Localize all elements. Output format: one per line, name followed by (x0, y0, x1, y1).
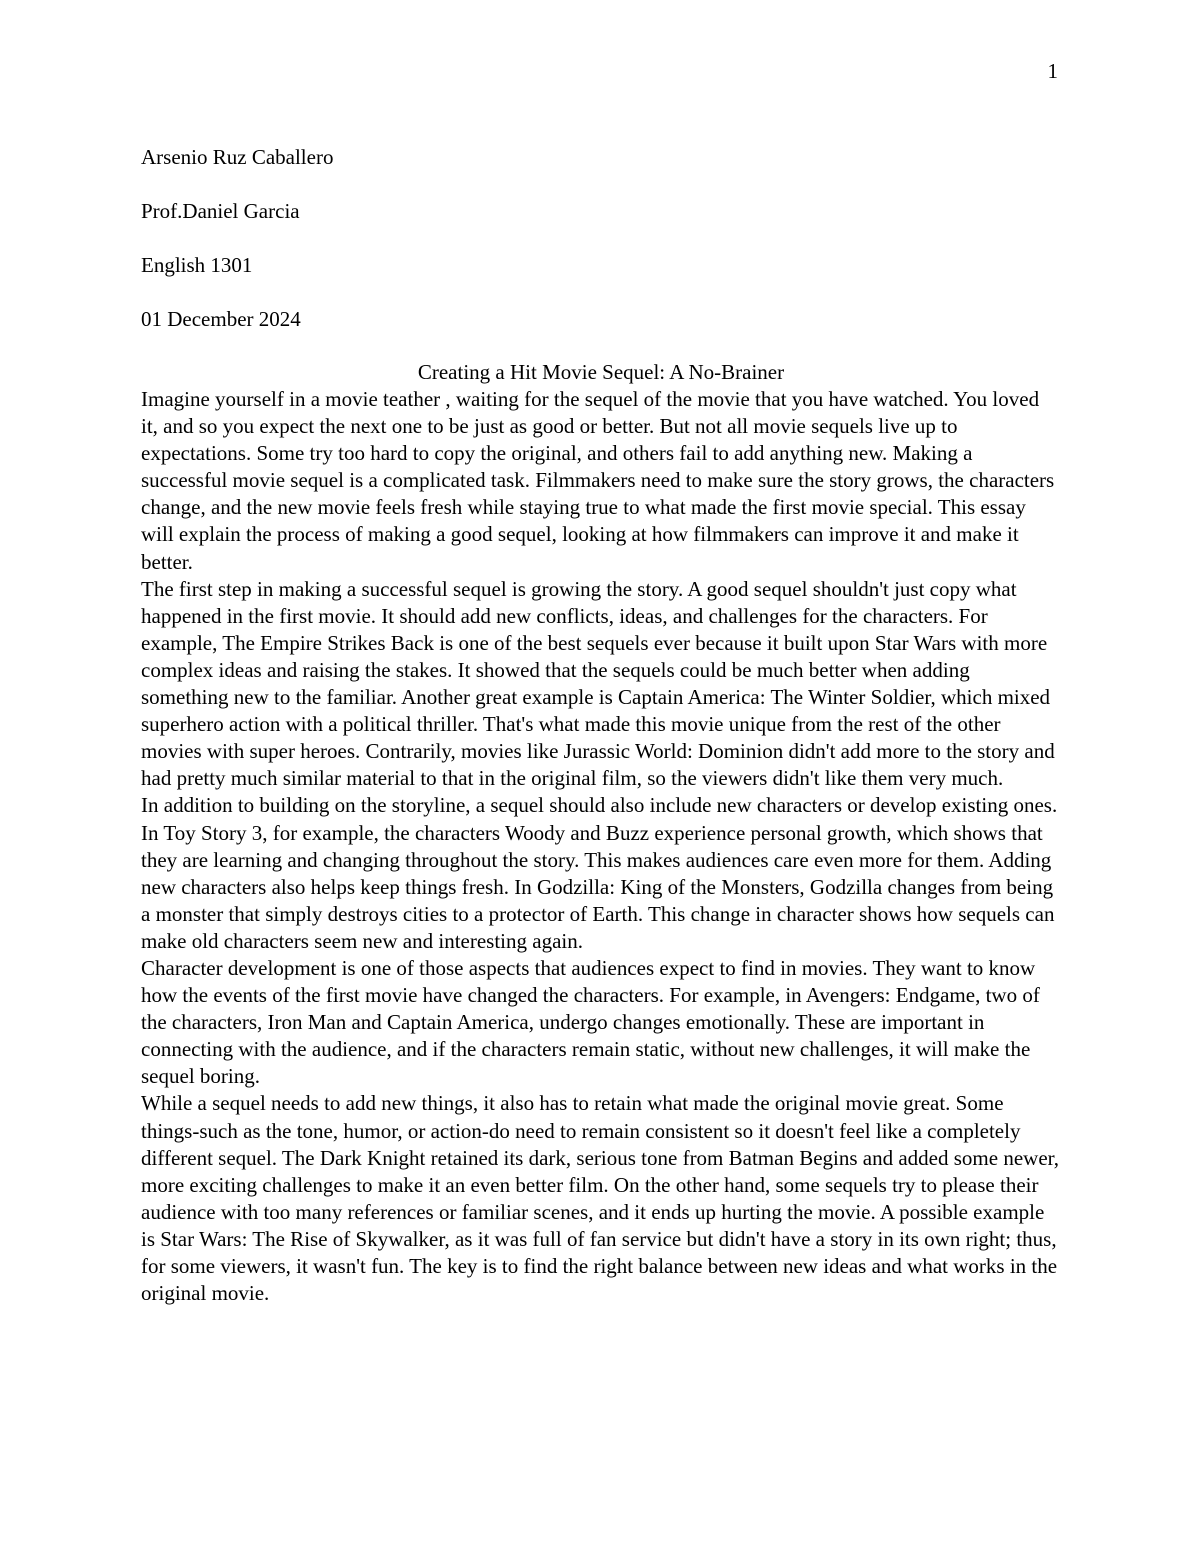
paragraph-balance: While a sequel needs to add new things, it also has to retain what made the original movie great. Some things-such as the tone, humor, or action-do need to remain consistent so it doesn't feel like a completely different sequel. The Dark Knight retained its dark, serious tone from Batman Begins and added some newer, more exciting challenges to make it an even better film. On the other hand, some sequels try to please their audience with too many references or familiar scenes, and it ends up hurting the movie. A possible example is Star Wars: The Rise of Skywalker, as it was full of fan service but didn't have a story in its own right; thus, for some viewers, it wasn't fun. The key is to find the right balance between new ideas and what works in the original movie. (141, 1091, 1060, 1306)
essay-body (141, 386, 1061, 1307)
author-name: Arsenio Ruz Caballero (141, 145, 334, 169)
paragraph-character-development: Character development is one of those aspects that audiences expect to find in movies. They want to know how the events of the first movie have changed the characters. For example, in Avengers: Endgame, two of the characters, Iron Man and Captain America, undergo changes emotionally. These are important in connecting with the audience, and if the characters remain static, without new challenges, it will make the sequel boring. (141, 955, 1040, 1089)
mla-header (141, 143, 1061, 359)
paragraph-story-growth: The first step in making a successful sequel is growing the story. A good sequel shouldn't just copy what happened in the first movie. It should add new conflicts, ideas, and challenges for the characters. For example, The Empire Strikes Back is one of the best sequels ever because it built upon Star Wars with more complex ideas and raising the stakes. It showed that the sequels could be much better when adding something new to the familiar. Another great example is Captain America: The Winter Soldier, which mixed superhero action with a political thriller. That's what made this movie unique from the rest of the other movies with super heroes. Contrarily, movies like Jurassic World: Dominion didn't add more to the story and had pretty much similar material to that in the original film, so the viewers didn't like them very much. (141, 576, 1055, 791)
page-number: 1 (1047, 59, 1058, 83)
paragraph-intro: Imagine yourself in a movie teather , waiting for the sequel of the movie that you have watched. You loved it, and so you expect the next one to be just as good or better. But not all movie sequels live up to expectations. Some try too hard to copy the original, and others fail to add anything new. Making a successful movie sequel is a complicated task. Filmmakers need to make sure the story grows, the characters change, and the new movie feels fresh while staying true to what made the first movie special. This essay will explain the process of making a good sequel, looking at how filmmakers can improve it and make it better. (141, 387, 1055, 574)
paragraph-characters: In addition to building on the storyline, a sequel should also include new characters or develop existing ones. In Toy Story 3, for example, the characters Woody and Buzz experience personal growth, which shows that they are learning and changing throughout the story. This makes audiences care even more for them. Adding new characters also helps keep things fresh. In Godzilla: King of the Monsters, Godzilla changes from being a monster that simply destroys cities to a protector of Earth. This change in character shows how sequels can make old characters seem new and interesting again. (141, 793, 1058, 953)
essay-date: 01 December 2024 (141, 307, 301, 331)
course-name: English 1301 (141, 253, 253, 277)
professor-name: Prof.Daniel Garcia (141, 199, 300, 223)
essay-title: Creating a Hit Movie Sequel: A No-Brainer (417, 360, 785, 384)
